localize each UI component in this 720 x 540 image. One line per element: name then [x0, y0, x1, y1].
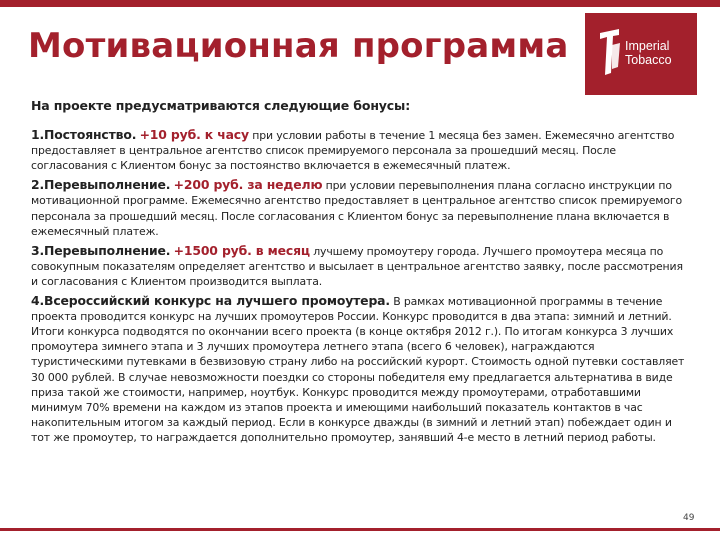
logo-line-2: Tobacco [625, 53, 672, 67]
bottom-accent-bar [0, 528, 720, 531]
bonus-description: при условии работы в течение 1 месяца без замен. Ежемесячно агентство предоставляет в центральное агентство список премируемого персонала за прошедший месяц. После согласования с Клиентом бонус за постоянство включается в ежемесячный платеж. [31, 129, 675, 173]
bonus-description: лучшему промоутеру города. Лучшего промоутера месяца по совокупным показателям определяет агентство и высылает в центральное агентство заявку, после рассмотрения и согласования с Клиентом производится выплата. [31, 244, 683, 288]
slide-body [31, 98, 686, 449]
bonus-description: В рамках мотивационной программы в течение проекта проводится конкурс на лучших промоутеров России. Конкурс проводится в два этапа: зимний и летний. Итоги конкурса подводятся по окончании всего проекта (в конце октября 2012 г.). По итогам конкурса 3 лучших промоутера зимнего этапа и 3 лучших промоутера летнего этапа (всего 6 человек), награждаются туристическими путевками в безвизовую страну либо на российский курорт. Стоимость одной путевки составляет 30 000 рублей. В случае невозможности поездки со стороны победителя ему предлагается альтернатива в виде приза такой же стоимости, например, ноутбук. Конкурс проводится между промоутерами, отработавшими минимум 70% времени на каждом из этапов проекта и имеющими наибольший показатель контактов в час накопительным итогом за каждый период. Если в конкурсе дважды (в зимний и летний этап) побеждает один и тот же промоутер, то награждается дополнительно промоутер, занявший 4-е место в летний период работы. [31, 295, 685, 444]
logo-line-1: Imperial [625, 39, 670, 53]
bonus-item-3 [31, 243, 686, 289]
bonus-description: при условии перевыполнения плана согласно инструкции по мотивационной программе. Ежемесячно агентство предоставляет в центральное агентство список премируемого персонала за прошедший месяц. После согласования с Клиентом бонус за перевыполнение плана включается в ежемесячный платеж. [31, 179, 682, 238]
bonus-heading: 2.Перевыполнение. [31, 177, 171, 193]
company-logo [585, 13, 697, 95]
logo-wordmark [625, 39, 672, 67]
bonus-amount: +10 руб. к часу [139, 127, 249, 143]
bonus-item-2 [31, 177, 686, 238]
page-number: 49 [683, 513, 695, 523]
bonus-heading: 1.Постоянство. [31, 127, 137, 143]
page-title: Мотивационная программа [28, 26, 569, 66]
intro-text: На проекте предусматриваются следующие бонусы: [31, 98, 411, 113]
bonus-item-1 [31, 127, 686, 173]
bonus-heading: 3.Перевыполнение. [31, 242, 171, 258]
bonus-item-4 [31, 293, 686, 445]
imperial-tobacco-logo-icon [597, 27, 623, 79]
bonus-amount: +1500 руб. в месяц [173, 242, 310, 258]
bonus-amount: +200 руб. за неделю [173, 177, 323, 193]
bonus-heading: 4.Всероссийский конкурс на лучшего промоутера. [31, 293, 390, 309]
top-accent-bar [0, 0, 720, 7]
